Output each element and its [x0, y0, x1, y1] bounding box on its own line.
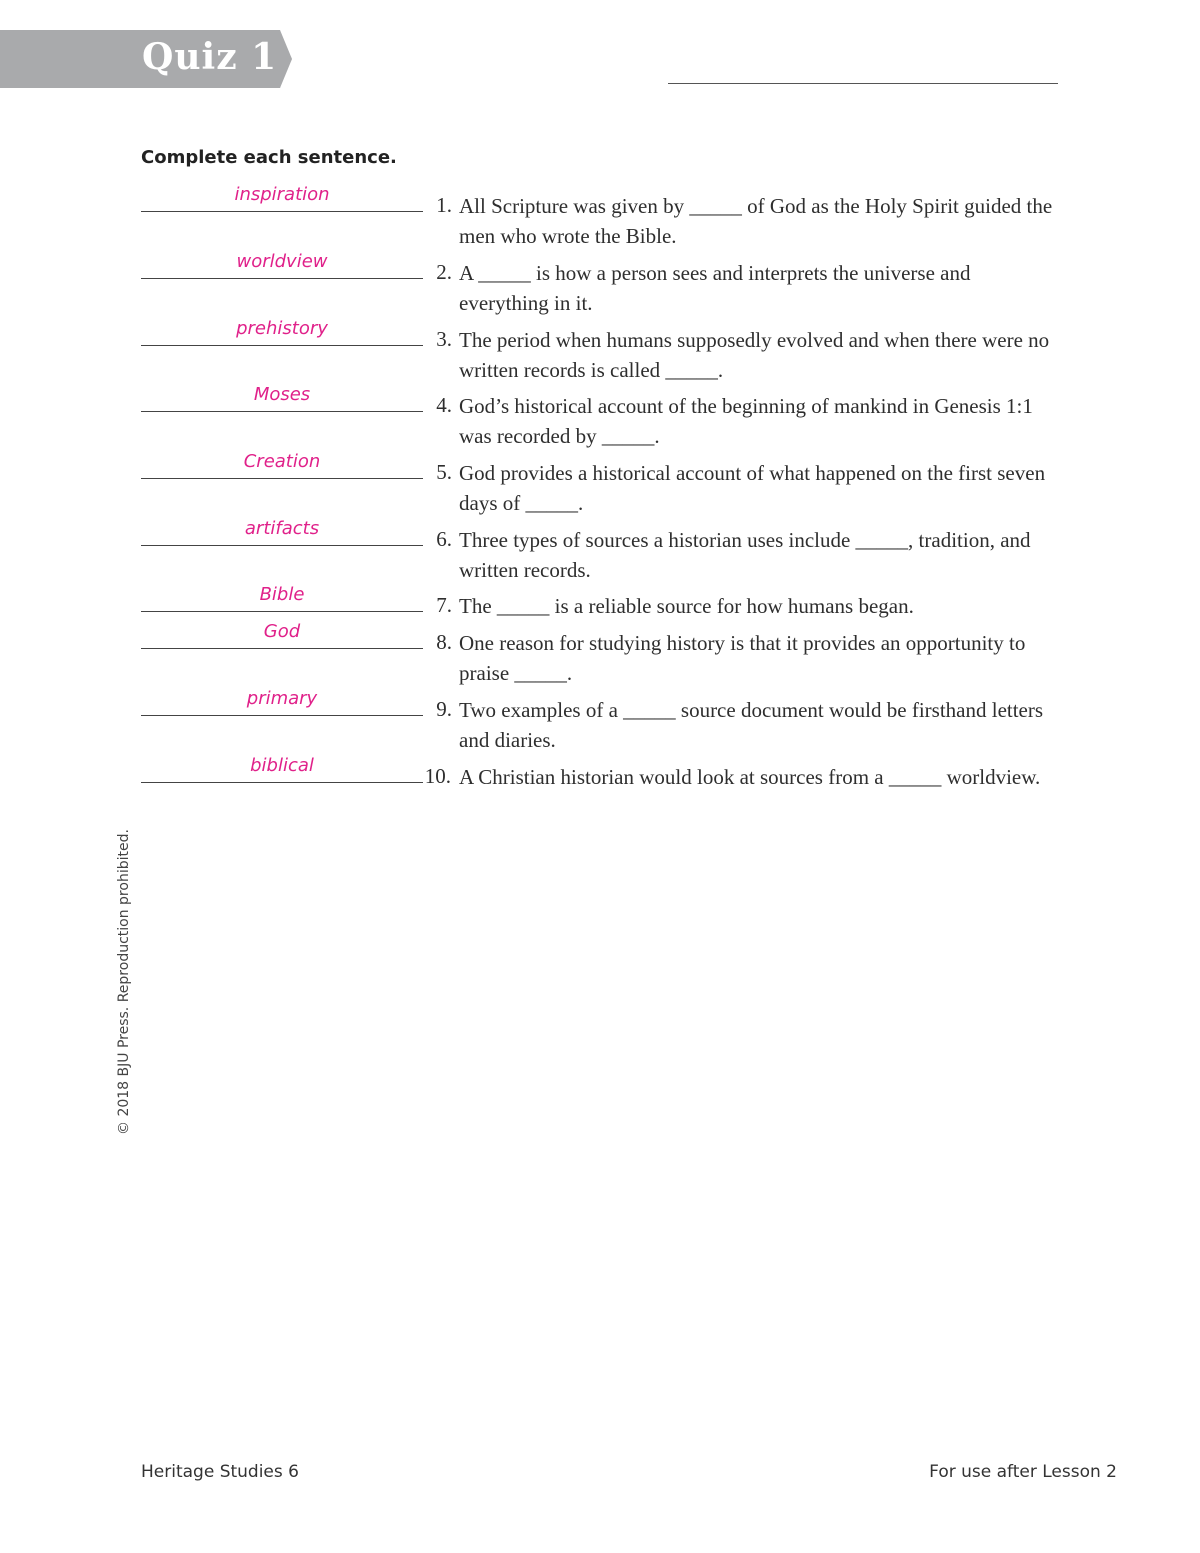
answer-line: [141, 715, 423, 716]
answer-line: [141, 782, 423, 783]
answer-text: Creation: [243, 451, 321, 472]
question-text: God’s historical account of the beginning of mankind in Genesis 1:1 was recorded by _____.: [459, 394, 1033, 448]
question-number: 9.: [436, 697, 452, 721]
quiz-title: Quiz 1: [142, 36, 278, 78]
question-number: 2.: [436, 260, 452, 284]
answer-text: Bible: [259, 584, 305, 605]
question-text: Two examples of a _____ source document would be firsthand letters and diaries.: [459, 698, 1044, 752]
question-text: The _____ is a reliable source for how humans began.: [459, 594, 914, 618]
name-line: [668, 83, 1058, 84]
copyright-notice: © 2018 BJU Press. Reproduction prohibited.: [116, 829, 132, 1135]
question-number: 8.: [436, 630, 452, 654]
question-number: 10.: [424, 764, 451, 788]
question-text: The period when humans supposedly evolved and when there were no written records is called _____.: [459, 328, 1050, 382]
answer-text: biblical: [250, 755, 314, 776]
answer-text: inspiration: [234, 184, 330, 205]
instructions: Complete each sentence.: [141, 147, 397, 168]
answer-line: [141, 611, 423, 612]
question-number: 6.: [436, 527, 452, 551]
question-text: God provides a historical account of what happened on the first seven days of _____.: [459, 461, 1046, 515]
answer-text: prehistory: [236, 318, 328, 339]
answer-line: [141, 278, 423, 279]
answer-line: [141, 478, 423, 479]
question-text: One reason for studying history is that it provides an opportunity to praise _____.: [459, 631, 1026, 685]
answer-line: [141, 545, 423, 546]
answer-text: Moses: [253, 384, 311, 405]
question-number: 5.: [436, 460, 452, 484]
question-text: All Scripture was given by _____ of God as the Holy Spirit guided the men who wrote the Bible.: [459, 194, 1053, 248]
footer-course: Heritage Studies 6: [141, 1462, 299, 1482]
answer-line: [141, 211, 423, 212]
question-text: A Christian historian would look at sources from a _____ worldview.: [459, 765, 1041, 789]
answer-text: artifacts: [244, 518, 320, 539]
question-number: 3.: [436, 327, 452, 351]
question-text: A _____ is how a person sees and interprets the universe and everything in it.: [459, 261, 971, 315]
answer-text: primary: [246, 688, 318, 709]
answer-line: [141, 648, 423, 649]
question-text: Three types of sources a historian uses include _____, tradition, and written records.: [459, 528, 1031, 582]
footer-lesson: For use after Lesson 2: [929, 1462, 1117, 1482]
question-number: 4.: [436, 393, 452, 417]
question-number: 1.: [436, 193, 452, 217]
answer-text: worldview: [236, 251, 328, 272]
question-number: 7.: [436, 593, 452, 617]
answer-line: [141, 345, 423, 346]
answer-text: God: [263, 621, 301, 642]
answer-line: [141, 411, 423, 412]
